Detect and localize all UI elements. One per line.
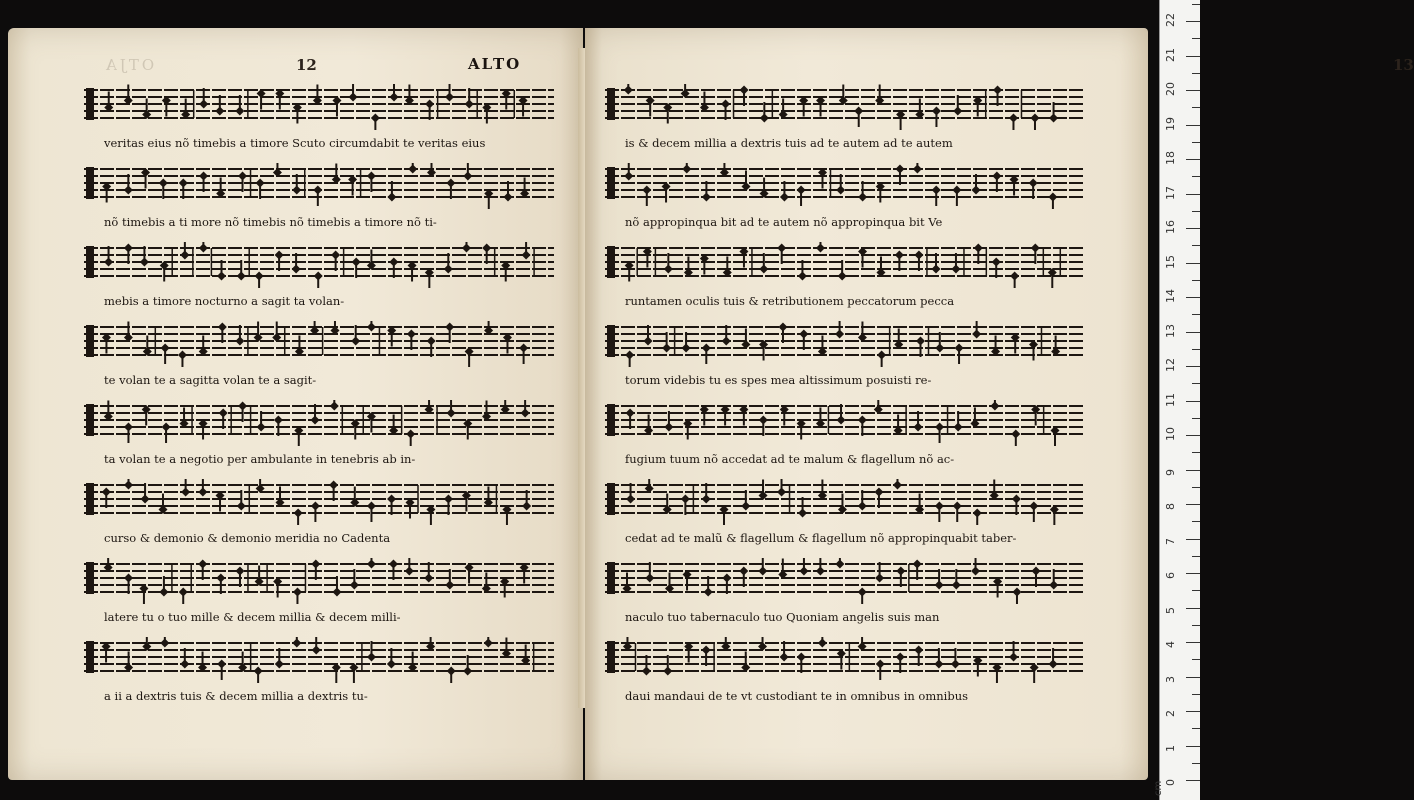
ruler-tick	[1186, 194, 1200, 195]
ruler-tick	[1186, 332, 1200, 333]
ruler-tick	[1186, 573, 1200, 574]
ruler-tick	[1186, 56, 1200, 57]
ruler-label: 13	[1164, 323, 1177, 338]
ruler-label: 22	[1164, 13, 1177, 27]
lyric-line: fugium tuum nõ accedat ad te malum & flagellum nõ ac-	[625, 452, 955, 466]
ruler-tick	[1186, 780, 1200, 781]
ruler-tick	[1192, 73, 1200, 74]
ruler-label: 19	[1164, 116, 1177, 131]
music-staff	[605, 479, 1083, 525]
music-staff	[84, 400, 554, 446]
lyric-line: runtamen oculis tuis & retributionem peccatorum pecca	[625, 294, 955, 308]
ruler-label: 2	[1164, 710, 1177, 717]
ruler-label: 15	[1164, 254, 1177, 269]
ruler-tick	[1192, 590, 1200, 591]
ruler-tick	[1192, 659, 1200, 660]
ruler-tick	[1186, 297, 1200, 298]
ruler-label: 12	[1164, 358, 1177, 372]
ruler-tick	[1186, 711, 1200, 712]
ruler-tick	[1186, 642, 1200, 643]
lyric-line: torum videbis tu es spes mea altissimum posuisti re-	[625, 373, 932, 387]
measuring-ruler	[1153, 0, 1200, 800]
ruler-tick	[1192, 211, 1200, 212]
ruler-tick	[1186, 435, 1200, 436]
ruler-label: 6	[1164, 572, 1177, 579]
ruler-tick	[1192, 763, 1200, 764]
ruler-label: 20	[1164, 82, 1177, 96]
ruler-tick	[1186, 159, 1200, 160]
music-staff	[84, 321, 554, 367]
ruler-label: 10	[1164, 427, 1177, 441]
ghost-print-through: OTJA	[103, 56, 155, 74]
ruler-tick	[1186, 504, 1200, 505]
lyric-line: naculo tuo tabernaculo tuo Quoniam angelis suis man	[625, 610, 940, 624]
ruler-tick	[1192, 280, 1200, 281]
part-title: ALTO	[468, 55, 522, 73]
lyric-line: mebis a timore nocturno a sagit ta volan-	[104, 294, 345, 308]
ruler-label: 14	[1164, 289, 1177, 303]
music-staff	[605, 558, 1083, 604]
ruler-tick	[1192, 314, 1200, 315]
music-staff	[84, 84, 554, 130]
lyric-line: ta volan te a negotio per ambulante in tenebris ab in-	[104, 452, 416, 466]
ruler-label: 5	[1164, 606, 1177, 614]
lyric-line: veritas eius nõ timebis a timore Scuto circumdabit te veritas eius	[104, 136, 486, 150]
ruler-label: 18	[1164, 151, 1177, 165]
lyric-line: is & decem millia a dextris tuis ad te autem ad te autem	[625, 136, 953, 150]
lyric-line: curso & demonio & demonio meridia no Cadenta	[104, 531, 391, 545]
left-page-number: 12	[296, 56, 317, 74]
ruler-tick	[1186, 21, 1200, 22]
music-staff	[84, 163, 554, 209]
ruler-label: 7	[1164, 537, 1177, 545]
ruler-tick	[1192, 418, 1200, 419]
ruler-tick	[1192, 245, 1200, 246]
lyric-line: nõ timebis a ti more nõ timebis nõ timebis a timore nõ ti-	[104, 215, 437, 229]
ruler-tick	[1186, 228, 1200, 229]
ruler-tick	[1192, 487, 1200, 488]
ruler-tick	[1192, 556, 1200, 557]
ruler-tick	[1192, 521, 1200, 522]
ruler-tick	[1192, 176, 1200, 177]
music-staff	[605, 242, 1083, 288]
ruler-tick	[1192, 728, 1200, 729]
music-staff	[84, 242, 554, 288]
right-page-number: 13	[1393, 56, 1414, 74]
ruler-label: 21	[1164, 47, 1177, 62]
ruler-label: 4	[1164, 641, 1177, 648]
ruler-label: 3	[1164, 675, 1177, 683]
ruler-tick	[1192, 383, 1200, 384]
ruler-label: 11	[1164, 392, 1177, 407]
ruler-tick	[1186, 263, 1200, 264]
ruler-tick	[1192, 142, 1200, 143]
left-page	[8, 28, 583, 780]
ruler-tick	[1192, 349, 1200, 350]
ruler-label: 0	[1164, 779, 1177, 786]
music-staff	[605, 163, 1083, 209]
ruler-tick	[1192, 452, 1200, 453]
ruler-tick	[1186, 470, 1200, 471]
music-staff	[605, 321, 1083, 367]
ruler-tick	[1186, 125, 1200, 126]
music-staff	[84, 479, 554, 525]
ruler-tick	[1192, 107, 1200, 108]
music-staff	[84, 558, 554, 604]
ruler-tick	[1186, 90, 1200, 91]
ruler-tick	[1192, 625, 1200, 626]
ruler-label: 17	[1164, 185, 1177, 200]
ruler-tick	[1186, 608, 1200, 609]
lyric-line: a ii a dextris tuis & decem millia a dextris tu-	[104, 689, 368, 703]
ruler-tick	[1192, 38, 1200, 39]
ruler-tick	[1186, 677, 1200, 678]
lyric-line: nõ appropinqua bit ad te autem nõ appropinqua bit Ve	[625, 215, 943, 229]
ruler-unit: cm	[1153, 780, 1164, 796]
music-staff	[84, 637, 554, 683]
ruler-tick	[1186, 746, 1200, 747]
ruler-label: 16	[1164, 220, 1177, 234]
ruler-label: 8	[1164, 503, 1177, 510]
lyric-line: daui mandaui de te vt custodiant te in omnibus in omnibus	[625, 689, 969, 703]
music-staff	[605, 637, 1083, 683]
ruler-tick	[1192, 4, 1200, 5]
ruler-tick	[1186, 539, 1200, 540]
ruler-label: 1	[1164, 744, 1177, 752]
lyric-line: te volan te a sagitta volan te a sagit-	[104, 373, 317, 387]
ruler-tick	[1186, 366, 1200, 367]
music-staff	[605, 84, 1083, 130]
music-staff	[605, 400, 1083, 446]
ruler-tick	[1186, 401, 1200, 402]
lyric-line: cedat ad te malũ & flagellum & flagellum nõ appropinquabit taber-	[625, 531, 1017, 545]
ruler-tick	[1192, 694, 1200, 695]
ruler-label: 9	[1164, 468, 1177, 476]
lyric-line: latere tu o tuo mille & decem millia & decem milli-	[104, 610, 401, 624]
